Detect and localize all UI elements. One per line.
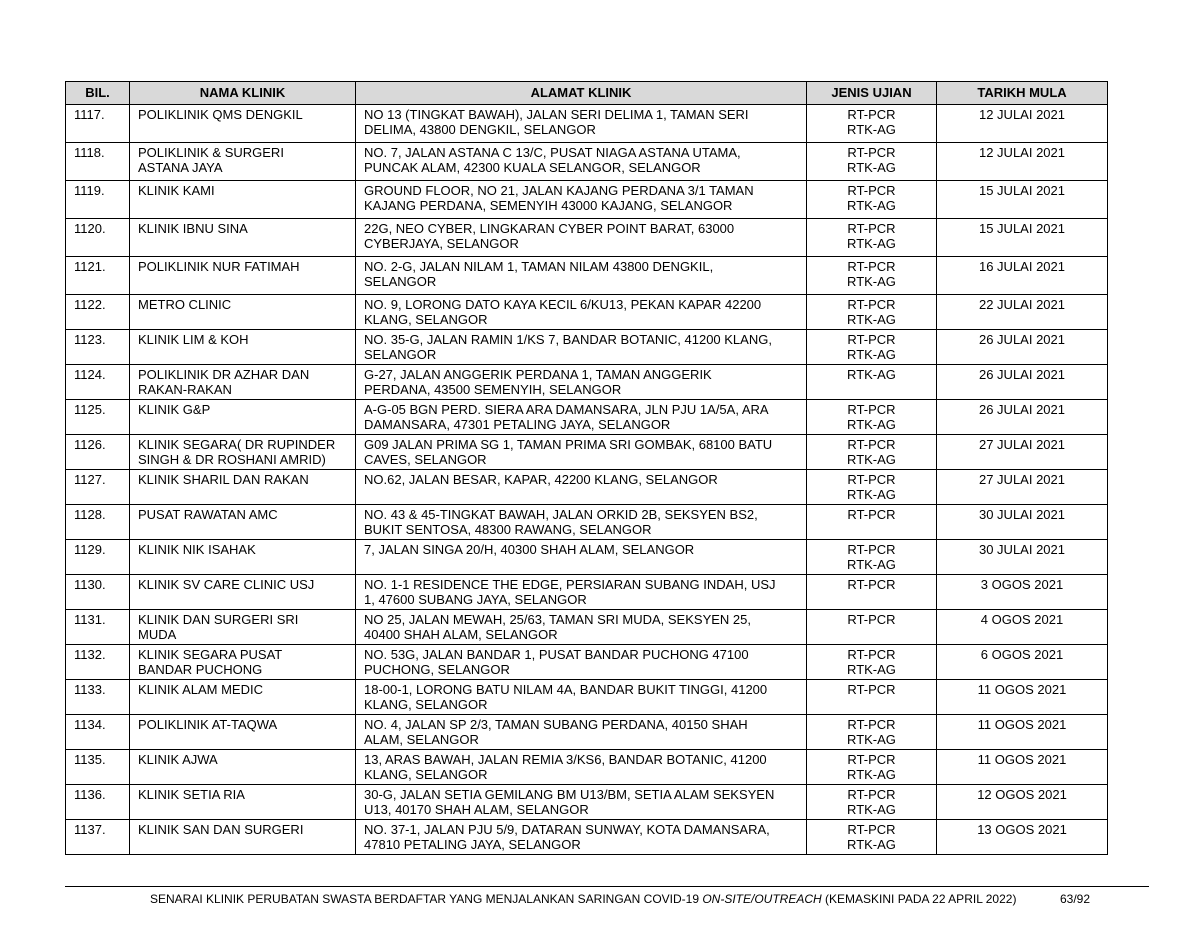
clinic-name-line: KLINIK SEGARA( DR RUPINDER <box>138 437 336 452</box>
cell-test-type <box>807 435 937 470</box>
test-type: RT-PCR <box>847 577 896 592</box>
cell-start-date: 27 JULAI 2021 <box>937 470 1108 505</box>
cell-test-type <box>807 400 937 435</box>
header-bil: BIL. <box>66 82 130 105</box>
clinic-name-line: METRO CLINIC <box>138 297 232 312</box>
clinic-name-line: POLIKLINIK AT-TAQWA <box>138 717 278 732</box>
clinic-name-line: KLINIK SHARIL DAN RAKAN <box>138 472 309 487</box>
cell-clinic-name <box>130 750 356 785</box>
clinic-address-line: 18-00-1, LORONG BATU NILAM 4A, BANDAR BUKIT TINGGI, 41200 <box>364 682 768 697</box>
cell-clinic-name <box>130 143 356 181</box>
footer-caption <box>150 892 1016 906</box>
clinic-address-line: NO. 1-1 RESIDENCE THE EDGE, PERSIARAN SUBANG INDAH, USJ <box>364 577 776 592</box>
table-row <box>66 143 1108 181</box>
cell-bil: 1118. <box>66 143 130 181</box>
cell-test-type <box>807 330 937 365</box>
cell-bil: 1122. <box>66 295 130 330</box>
cell-bil: 1130. <box>66 575 130 610</box>
cell-start-date: 15 JULAI 2021 <box>937 181 1108 219</box>
cell-start-date: 12 OGOS 2021 <box>937 785 1108 820</box>
clinic-name-line: PUSAT RAWATAN AMC <box>138 507 278 522</box>
cell-test-type <box>807 105 937 143</box>
header-tarikh-mula: TARIKH MULA <box>937 82 1108 105</box>
clinic-address-line: NO 25, JALAN MEWAH, 25/63, TAMAN SRI MUDA, SEKSYEN 25, <box>364 612 751 627</box>
cell-test-type <box>807 575 937 610</box>
cell-start-date: 30 JULAI 2021 <box>937 505 1108 540</box>
table-row <box>66 540 1108 575</box>
cell-bil: 1132. <box>66 645 130 680</box>
test-type: RT-PCR <box>847 183 896 198</box>
table-row <box>66 105 1108 143</box>
table-row <box>66 219 1108 257</box>
cell-start-date: 15 JULAI 2021 <box>937 219 1108 257</box>
clinic-address-line: KLANG, SELANGOR <box>364 312 488 327</box>
footer-caption-date: (KEMASKINI PADA 22 APRIL 2022) <box>821 892 1017 906</box>
clinic-name-line: POLIKLINIK NUR FATIMAH <box>138 259 300 274</box>
test-type: RT-PCR <box>847 752 896 767</box>
cell-bil: 1126. <box>66 435 130 470</box>
cell-clinic-name <box>130 181 356 219</box>
cell-clinic-address <box>356 820 807 855</box>
clinic-name-line: MUDA <box>138 627 177 642</box>
test-type: RT-PCR <box>847 402 896 417</box>
clinic-name-line: KLINIK SAN DAN SURGERI <box>138 822 304 837</box>
cell-clinic-address <box>356 143 807 181</box>
cell-start-date: 27 JULAI 2021 <box>937 435 1108 470</box>
clinic-name-line: KLINIK NIK ISAHAK <box>138 542 256 557</box>
cell-start-date: 11 OGOS 2021 <box>937 680 1108 715</box>
table-row <box>66 257 1108 295</box>
cell-bil: 1135. <box>66 750 130 785</box>
cell-bil: 1129. <box>66 540 130 575</box>
table-row <box>66 400 1108 435</box>
clinic-table <box>65 81 1108 855</box>
cell-start-date: 26 JULAI 2021 <box>937 365 1108 400</box>
test-type: RT-PCR <box>847 787 896 802</box>
cell-clinic-address <box>356 105 807 143</box>
cell-clinic-address <box>356 645 807 680</box>
cell-clinic-address <box>356 680 807 715</box>
cell-clinic-name <box>130 330 356 365</box>
cell-start-date: 13 OGOS 2021 <box>937 820 1108 855</box>
table-row <box>66 505 1108 540</box>
clinic-name-line: BANDAR PUCHONG <box>138 662 263 677</box>
test-type: RTK-AG <box>847 837 896 852</box>
test-type: RTK-AG <box>847 452 896 467</box>
footer-caption-italic: ON-SITE/OUTREACH <box>702 892 822 906</box>
cell-start-date: 26 JULAI 2021 <box>937 330 1108 365</box>
cell-clinic-address <box>356 715 807 750</box>
clinic-address-line: NO. 43 & 45-TINGKAT BAWAH, JALAN ORKID 2B, SEKSYEN BS2, <box>364 507 758 522</box>
cell-start-date: 3 OGOS 2021 <box>937 575 1108 610</box>
cell-start-date: 22 JULAI 2021 <box>937 295 1108 330</box>
clinic-name-line: KLINIK G&P <box>138 402 211 417</box>
test-type: RT-PCR <box>847 145 896 160</box>
clinic-name-line: KLINIK SEGARA PUSAT <box>138 647 283 662</box>
clinic-address-line: BUKIT SENTOSA, 48300 RAWANG, SELANGOR <box>364 522 652 537</box>
table-row <box>66 435 1108 470</box>
test-type: RTK-AG <box>847 160 896 175</box>
cell-test-type <box>807 750 937 785</box>
cell-test-type <box>807 540 937 575</box>
test-type: RT-PCR <box>847 297 896 312</box>
clinic-address-line: 47810 PETALING JAYA, SELANGOR <box>364 837 581 852</box>
cell-bil: 1128. <box>66 505 130 540</box>
test-type: RTK-AG <box>847 122 896 137</box>
cell-clinic-address <box>356 610 807 645</box>
cell-bil: 1137. <box>66 820 130 855</box>
cell-start-date: 11 OGOS 2021 <box>937 750 1108 785</box>
cell-clinic-name <box>130 257 356 295</box>
cell-clinic-name <box>130 505 356 540</box>
cell-test-type <box>807 785 937 820</box>
clinic-name-line: POLIKLINIK QMS DENGKIL <box>138 107 303 122</box>
clinic-name-line: KLINIK ALAM MEDIC <box>138 682 263 697</box>
cell-bil: 1121. <box>66 257 130 295</box>
clinic-address-line: SELANGOR <box>364 347 437 362</box>
cell-clinic-address <box>356 330 807 365</box>
clinic-address-line: KAJANG PERDANA, SEMENYIH 43000 KAJANG, SELANGOR <box>364 198 733 213</box>
test-type: RT-PCR <box>847 682 896 697</box>
cell-clinic-address <box>356 785 807 820</box>
cell-clinic-name <box>130 575 356 610</box>
clinic-address-line: KLANG, SELANGOR <box>364 697 488 712</box>
cell-bil: 1134. <box>66 715 130 750</box>
clinic-name-line: KLINIK DAN SURGERI SRI <box>138 612 299 627</box>
cell-clinic-name <box>130 645 356 680</box>
test-type: RTK-AG <box>847 767 896 782</box>
test-type: RTK-AG <box>847 312 896 327</box>
cell-test-type <box>807 680 937 715</box>
table-header <box>66 82 1108 105</box>
cell-test-type <box>807 219 937 257</box>
clinic-address-line: PUNCAK ALAM, 42300 KUALA SELANGOR, SELANGOR <box>364 160 701 175</box>
cell-clinic-address <box>356 505 807 540</box>
footer-caption-main: SENARAI KLINIK PERUBATAN SWASTA BERDAFTAR YANG MENJALANKAN SARINGAN COVID-19 <box>150 892 703 906</box>
clinic-address-line: 40400 SHAH ALAM, SELANGOR <box>364 627 558 642</box>
test-type: RT-PCR <box>847 221 896 236</box>
test-type: RTK-AG <box>847 236 896 251</box>
cell-bil: 1120. <box>66 219 130 257</box>
clinic-address-line: DELIMA, 43800 DENGKIL, SELANGOR <box>364 122 596 137</box>
header-nama-klinik: NAMA KLINIK <box>130 82 356 105</box>
cell-clinic-address <box>356 257 807 295</box>
cell-clinic-name <box>130 435 356 470</box>
cell-start-date: 6 OGOS 2021 <box>937 645 1108 680</box>
cell-test-type <box>807 820 937 855</box>
table-row <box>66 470 1108 505</box>
clinic-address-line: NO. 7, JALAN ASTANA C 13/C, PUSAT NIAGA ASTANA UTAMA, <box>364 145 741 160</box>
clinic-name-line: POLIKLINIK & SURGERI <box>138 145 284 160</box>
clinic-address-line: NO. 2-G, JALAN NILAM 1, TAMAN NILAM 43800 DENGKIL, <box>364 259 714 274</box>
cell-clinic-name <box>130 470 356 505</box>
cell-clinic-address <box>356 750 807 785</box>
cell-clinic-name <box>130 680 356 715</box>
test-type: RT-PCR <box>847 647 896 662</box>
cell-bil: 1127. <box>66 470 130 505</box>
clinic-address-line: CAVES, SELANGOR <box>364 452 487 467</box>
clinic-address-line: G-27, JALAN ANGGERIK PERDANA 1, TAMAN ANGGERIK <box>364 367 712 382</box>
test-type: RTK-AG <box>847 417 896 432</box>
cell-bil: 1133. <box>66 680 130 715</box>
clinic-address-line: SELANGOR <box>364 274 437 289</box>
cell-start-date: 30 JULAI 2021 <box>937 540 1108 575</box>
cell-clinic-address <box>356 365 807 400</box>
test-type: RT-PCR <box>847 472 896 487</box>
test-type: RT-PCR <box>847 332 896 347</box>
cell-clinic-address <box>356 181 807 219</box>
clinic-address-line: PERDANA, 43500 SEMENYIH, SELANGOR <box>364 382 622 397</box>
cell-bil: 1123. <box>66 330 130 365</box>
cell-clinic-address <box>356 470 807 505</box>
clinic-name-line: SINGH & DR ROSHANI AMRID) <box>138 452 326 467</box>
test-type: RT-PCR <box>847 437 896 452</box>
table-row <box>66 820 1108 855</box>
test-type: RTK-AG <box>847 274 896 289</box>
cell-test-type <box>807 470 937 505</box>
test-type: RTK-AG <box>847 732 896 747</box>
cell-clinic-address <box>356 435 807 470</box>
cell-clinic-address <box>356 219 807 257</box>
clinic-address-line: NO. 9, LORONG DATO KAYA KECIL 6/KU13, PEKAN KAPAR 42200 <box>364 297 762 312</box>
clinic-address-line: 13, ARAS BAWAH, JALAN REMIA 3/KS6, BANDAR BOTANIC, 41200 <box>364 752 767 767</box>
table-row <box>66 680 1108 715</box>
clinic-name-line: RAKAN-RAKAN <box>138 382 232 397</box>
cell-test-type <box>807 257 937 295</box>
cell-clinic-name <box>130 365 356 400</box>
clinic-address-line: 22G, NEO CYBER, LINGKARAN CYBER POINT BARAT, 63000 <box>364 221 735 236</box>
cell-clinic-name <box>130 610 356 645</box>
clinic-address-line: NO. 4, JALAN SP 2/3, TAMAN SUBANG PERDANA, 40150 SHAH <box>364 717 748 732</box>
test-type: RT-PCR <box>847 507 896 522</box>
clinic-address-line: CYBERJAYA, SELANGOR <box>364 236 519 251</box>
page-number: 63/92 <box>1060 892 1091 906</box>
clinic-name-line: KLINIK SV CARE CLINIC USJ <box>138 577 315 592</box>
cell-bil: 1124. <box>66 365 130 400</box>
cell-start-date: 16 JULAI 2021 <box>937 257 1108 295</box>
clinic-name-line: ASTANA JAYA <box>138 160 223 175</box>
test-type: RT-PCR <box>847 717 896 732</box>
cell-test-type <box>807 365 937 400</box>
table-row <box>66 365 1108 400</box>
cell-start-date: 12 JULAI 2021 <box>937 143 1108 181</box>
test-type: RT-PCR <box>847 612 896 627</box>
clinic-address-line: U13, 40170 SHAH ALAM, SELANGOR <box>364 802 589 817</box>
test-type: RTK-AG <box>847 662 896 677</box>
clinic-address-line: 1, 47600 SUBANG JAYA, SELANGOR <box>364 592 587 607</box>
table-row <box>66 295 1108 330</box>
cell-bil: 1125. <box>66 400 130 435</box>
test-type: RTK-AG <box>847 367 896 382</box>
clinic-name-line: KLINIK LIM & KOH <box>138 332 249 347</box>
test-type: RTK-AG <box>847 802 896 817</box>
cell-clinic-name <box>130 540 356 575</box>
cell-test-type <box>807 645 937 680</box>
cell-test-type <box>807 295 937 330</box>
cell-clinic-name <box>130 715 356 750</box>
cell-clinic-address <box>356 575 807 610</box>
cell-clinic-address <box>356 295 807 330</box>
test-type: RTK-AG <box>847 557 896 572</box>
header-alamat-klinik: ALAMAT KLINIK <box>356 82 807 105</box>
clinic-name-line: KLINIK AJWA <box>138 752 218 767</box>
clinic-address-line: PUCHONG, SELANGOR <box>364 662 510 677</box>
clinic-address-line: DAMANSARA, 47301 PETALING JAYA, SELANGOR <box>364 417 671 432</box>
table-row <box>66 330 1108 365</box>
clinic-address-line: 30-G, JALAN SETIA GEMILANG BM U13/BM, SETIA ALAM SEKSYEN <box>364 787 775 802</box>
test-type: RT-PCR <box>847 107 896 122</box>
cell-test-type <box>807 715 937 750</box>
table-row <box>66 785 1108 820</box>
header-row <box>66 82 1108 105</box>
test-type: RT-PCR <box>847 542 896 557</box>
table-body <box>66 105 1108 855</box>
cell-test-type <box>807 610 937 645</box>
cell-bil: 1136. <box>66 785 130 820</box>
table-row <box>66 750 1108 785</box>
cell-clinic-address <box>356 540 807 575</box>
cell-test-type <box>807 181 937 219</box>
clinic-address-line: A-G-05 BGN PERD. SIERA ARA DAMANSARA, JLN PJU 1A/5A, ARA <box>364 402 769 417</box>
footer-divider <box>65 886 1149 887</box>
cell-test-type <box>807 143 937 181</box>
clinic-address-line: GROUND FLOOR, NO 21, JALAN KAJANG PERDANA 3/1 TAMAN <box>364 183 754 198</box>
test-type: RTK-AG <box>847 198 896 213</box>
clinic-name-line: KLINIK IBNU SINA <box>138 221 248 236</box>
test-type: RTK-AG <box>847 487 896 502</box>
clinic-address-line: KLANG, SELANGOR <box>364 767 488 782</box>
test-type: RT-PCR <box>847 259 896 274</box>
header-jenis-ujian: JENIS UJIAN <box>807 82 937 105</box>
clinic-address-line: 7, JALAN SINGA 20/H, 40300 SHAH ALAM, SELANGOR <box>364 542 695 557</box>
clinic-address-line: NO. 35-G, JALAN RAMIN 1/KS 7, BANDAR BOTANIC, 41200 KLANG, <box>364 332 772 347</box>
table-row <box>66 575 1108 610</box>
table-row <box>66 715 1108 750</box>
table-row <box>66 181 1108 219</box>
cell-clinic-name <box>130 785 356 820</box>
table-row <box>66 645 1108 680</box>
cell-bil: 1131. <box>66 610 130 645</box>
clinic-address-line: ALAM, SELANGOR <box>364 732 479 747</box>
test-type: RTK-AG <box>847 347 896 362</box>
table-row <box>66 610 1108 645</box>
cell-clinic-address <box>356 400 807 435</box>
cell-clinic-name <box>130 820 356 855</box>
cell-start-date: 12 JULAI 2021 <box>937 105 1108 143</box>
clinic-address-line: NO.62, JALAN BESAR, KAPAR, 42200 KLANG, SELANGOR <box>364 472 718 487</box>
clinic-address-line: G09 JALAN PRIMA SG 1, TAMAN PRIMA SRI GOMBAK, 68100 BATU <box>364 437 773 452</box>
cell-clinic-name <box>130 105 356 143</box>
clinic-name-line: POLIKLINIK DR AZHAR DAN <box>138 367 310 382</box>
cell-start-date: 26 JULAI 2021 <box>937 400 1108 435</box>
clinic-name-line: KLINIK KAMI <box>138 183 215 198</box>
clinic-address-line: NO 13 (TINGKAT BAWAH), JALAN SERI DELIMA 1, TAMAN SERI <box>364 107 749 122</box>
cell-bil: 1119. <box>66 181 130 219</box>
cell-clinic-name <box>130 295 356 330</box>
cell-clinic-name <box>130 219 356 257</box>
clinic-address-line: NO. 53G, JALAN BANDAR 1, PUSAT BANDAR PUCHONG 47100 <box>364 647 749 662</box>
cell-clinic-name <box>130 400 356 435</box>
cell-start-date: 4 OGOS 2021 <box>937 610 1108 645</box>
cell-test-type <box>807 505 937 540</box>
cell-bil: 1117. <box>66 105 130 143</box>
cell-start-date: 11 OGOS 2021 <box>937 715 1108 750</box>
clinic-address-line: NO. 37-1, JALAN PJU 5/9, DATARAN SUNWAY, KOTA DAMANSARA, <box>364 822 770 837</box>
test-type: RT-PCR <box>847 822 896 837</box>
clinic-name-line: KLINIK SETIA RIA <box>138 787 245 802</box>
